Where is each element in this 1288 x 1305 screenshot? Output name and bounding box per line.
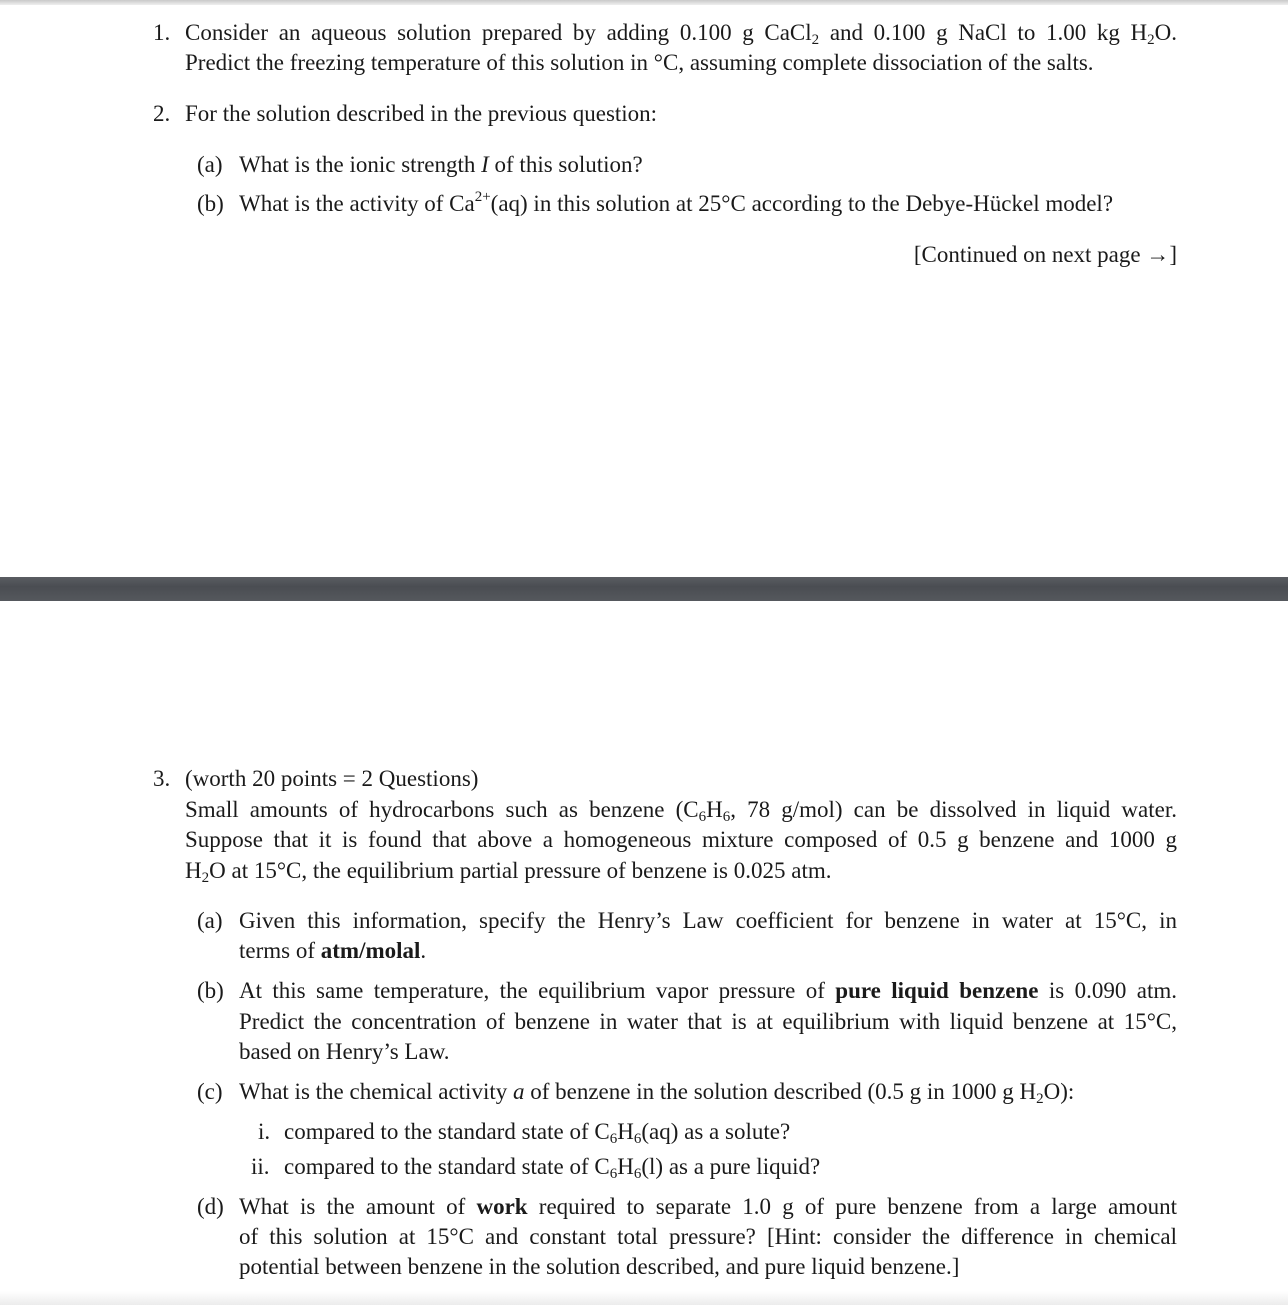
q1-number: 1. xyxy=(153,20,171,45)
q3b-label: (b) xyxy=(197,978,224,1003)
q3-header: (worth 20 points = 2 Questions) xyxy=(185,766,479,791)
bottom-edge xyxy=(0,1291,1288,1305)
q3-intro-line3: $H_2O$ at 15°C, the equilibrium partial pressure of benzene is 0.025 atm. xyxy=(185,858,832,886)
q3d-label: (d) xyxy=(197,1194,224,1219)
q3c-ii-label: ii. xyxy=(251,1154,270,1179)
q2a-text: What is the ionic strength I of this solution? xyxy=(239,152,643,177)
q2b-label: (b) xyxy=(197,191,224,216)
q3-intro-line2: Suppose that it is found that above a homogeneous mixture composed of 0.5 g benzene and 1000 g xyxy=(185,827,1177,852)
q3d-line3: potential between benzene in the solution described, and pure liquid benzene.] xyxy=(239,1254,960,1279)
q2-number: 2. xyxy=(153,101,171,126)
q1-line1: Consider an aqueous solution prepared by adding 0.100 g CaCl$_2$ and 0.100 g NaCl to 1.00 kg $H_2O$. xyxy=(185,20,1177,48)
q3a-line1: Given this information, specify the Henry’s Law coefficient for benzene in water at 15°C, in xyxy=(239,908,1177,933)
q2-text: For the solution described in the previous question: xyxy=(185,101,658,126)
q3a-line2: terms of atm/molal. xyxy=(239,938,427,963)
q3-number: 3. xyxy=(153,766,171,791)
q3c-text: What is the chemical activity a of benzene in the solution described (0.5 g in 1000 g $H_2O$): xyxy=(239,1079,1075,1107)
q3c-ii-text: compared to the standard state of $C_6H_6(l)$ as a pure liquid? xyxy=(284,1154,821,1182)
q3d-line2: of this solution at 15°C and constant total pressure? [Hint: consider the difference in chemical xyxy=(239,1224,1177,1249)
q2b-text: What is the activity of $Ca^{2+}(aq)$ in this solution at 25°C according to the Debye-Hückel model? xyxy=(239,189,1114,216)
q3c-label: (c) xyxy=(197,1079,223,1104)
q3a-label: (a) xyxy=(197,908,223,933)
q1-line2: Predict the freezing temperature of this solution in °C, assuming complete dissociation of the salts. xyxy=(185,50,1094,75)
page-1 xyxy=(0,5,1288,577)
q3c-i-label: i. xyxy=(258,1119,271,1144)
page-2 xyxy=(0,601,1288,1291)
page-divider xyxy=(0,577,1288,601)
continued-note: [Continued on next page →] xyxy=(913,242,1177,267)
q3b-line2: Predict the concentration of benzene in water that is at equilibrium with liquid benzene at 15°C, xyxy=(239,1009,1177,1034)
q2a-label: (a) xyxy=(197,152,223,177)
q3b-line1: At this same temperature, the equilibrium vapor pressure of pure liquid benzene is 0.090 atm. xyxy=(239,978,1177,1003)
q3d-line1: What is the amount of work required to separate 1.0 g of pure benzene from a large amount xyxy=(239,1194,1177,1219)
q3-intro-line1: Small amounts of hydrocarbons such as benzene ($C_6H_6$, 78 g/mol) can be dissolved in liquid water. xyxy=(185,797,1177,825)
q3c-i-text: compared to the standard state of $C_6H_6(aq)$ as a solute? xyxy=(284,1119,791,1147)
q3b-line3: based on Henry’s Law. xyxy=(239,1039,450,1064)
